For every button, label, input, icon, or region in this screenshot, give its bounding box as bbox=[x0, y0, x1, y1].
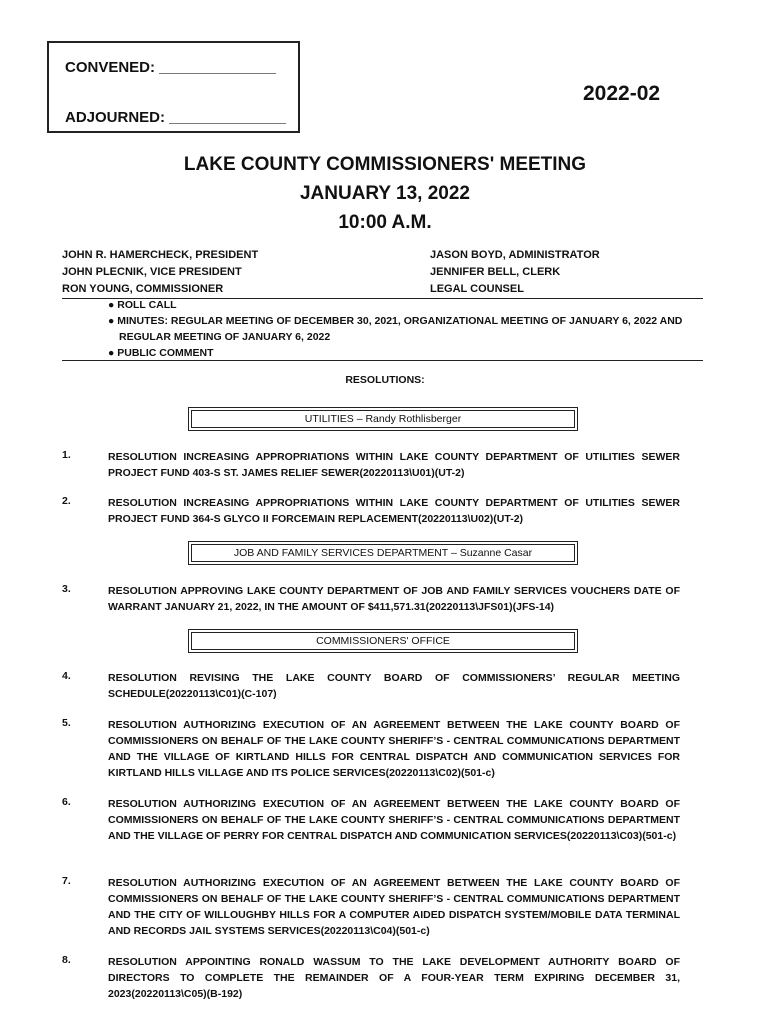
agenda-item: ● PUBLIC COMMENT bbox=[108, 347, 214, 359]
resolution-item bbox=[62, 670, 680, 702]
convened-field: CONVENED: ______________ bbox=[65, 59, 276, 76]
resolution-item bbox=[62, 796, 680, 844]
section-header-commissioners bbox=[188, 629, 578, 653]
agenda-list bbox=[108, 297, 703, 361]
document-number: 2022-02 bbox=[583, 82, 661, 105]
staff-clerk: JENNIFER BELL, CLERK bbox=[430, 266, 561, 278]
resolution-item bbox=[62, 449, 680, 481]
item-text: RESOLUTION AUTHORIZING EXECUTION OF AN AGREEMENT BETWEEN THE LAKE COUNTY BOARD OF COMMISSIONERS ON BEHALF OF THE LAKE COUNTY SHERIFF’S - CENTRAL COMMUNICATIONS DEPARTMENT AND THE VILLAGE OF KIRTLAND HILLS FOR CENTRAL DISPATCH AND COMMUNICATION SERVICES FOR KIRTLAND HILLS VILLAGE AND ITS POLICE SERVICES(20220113\C02)(501-c) bbox=[108, 719, 680, 779]
section-header-label: COMMISSIONERS' OFFICE bbox=[191, 632, 575, 650]
section-header-label: JOB AND FAMILY SERVICES DEPARTMENT – Suzanne Casar bbox=[191, 544, 575, 562]
staff-list bbox=[430, 247, 600, 298]
section-header-jfs bbox=[188, 541, 578, 565]
resolution-item bbox=[62, 495, 680, 527]
commissioners-list bbox=[62, 247, 258, 298]
adjourned-field: ADJOURNED: ______________ bbox=[65, 109, 286, 126]
meeting-title: LAKE COUNTY COMMISSIONERS' MEETING bbox=[183, 154, 587, 175]
resolution-item bbox=[62, 583, 680, 615]
agenda-item: ● ROLL CALL bbox=[108, 299, 177, 311]
item-text: RESOLUTION AUTHORIZING EXECUTION OF AN AGREEMENT BETWEEN THE LAKE COUNTY BOARD OF COMMISSIONERS ON BEHALF OF THE LAKE COUNTY SHERIFF’S - CENTRAL COMMUNICATIONS DEPARTMENT AND THE VILLAGE OF PERRY FOR CENTRAL DISPATCH AND COMMUNICATION SERVICES(20220113\C03)(501-c) bbox=[108, 798, 680, 842]
item-number: 6. bbox=[62, 796, 71, 808]
staff-administrator: JASON BOYD, ADMINISTRATOR bbox=[430, 249, 600, 261]
section-header-utilities bbox=[188, 407, 578, 431]
agenda-item: ● MINUTES: REGULAR MEETING OF DECEMBER 30, 2021, ORGANIZATIONAL MEETING OF JANUARY 6, 2022 AND REGULAR MEETING OF JANUARY 6, 2022 bbox=[108, 315, 683, 343]
item-text: RESOLUTION INCREASING APPROPRIATIONS WITHIN LAKE COUNTY DEPARTMENT OF UTILITIES SEWER PROJECT FUND 403-S ST. JAMES RELIEF SEWER(20220113\U01)(UT-2) bbox=[108, 451, 680, 479]
resolution-item bbox=[62, 954, 680, 1002]
item-text: RESOLUTION AUTHORIZING EXECUTION OF AN AGREEMENT BETWEEN THE LAKE COUNTY BOARD OF COMMISSIONERS ON BEHALF OF THE LAKE COUNTY SHERIFF’S - CENTRAL COMMUNICATIONS DEPARTMENT AND THE CITY OF WILLOUGHBY HILLS FOR A COMPUTER AIDED DISPATCH SYSTEM/MOBILE DATA TERMINAL AND RECORDS JAIL SYSTEMS SERVICES(20220113\C04)(501-c) bbox=[108, 877, 680, 937]
resolution-item bbox=[62, 717, 680, 781]
section-header-label: UTILITIES – Randy Rothlisberger bbox=[191, 410, 575, 428]
item-number: 5. bbox=[62, 717, 71, 729]
convened-adjourned-box bbox=[47, 41, 300, 133]
item-number: 4. bbox=[62, 670, 71, 682]
item-number: 8. bbox=[62, 954, 71, 966]
commissioner-vice-president: JOHN PLECNIK, VICE PRESIDENT bbox=[62, 266, 242, 278]
resolution-item bbox=[62, 875, 680, 939]
commissioner-president: JOHN R. HAMERCHECK, PRESIDENT bbox=[62, 249, 259, 261]
meeting-date: JANUARY 13, 2022 bbox=[299, 183, 471, 204]
item-text: RESOLUTION REVISING THE LAKE COUNTY BOARD OF COMMISSIONERS’ REGULAR MEETING SCHEDULE(20220113\C01)(C-107) bbox=[108, 672, 680, 700]
meeting-time: 10:00 A.M. bbox=[338, 212, 432, 233]
item-number: 1. bbox=[62, 449, 71, 461]
divider-bottom bbox=[62, 360, 703, 361]
resolutions-heading: RESOLUTIONS: bbox=[345, 374, 425, 386]
staff-legal-counsel: LEGAL COUNSEL bbox=[430, 283, 524, 295]
item-text: RESOLUTION APPROVING LAKE COUNTY DEPARTMENT OF JOB AND FAMILY SERVICES VOUCHERS DATE OF WARRANT JANUARY 21, 2022, IN THE AMOUNT OF $411,571.31(20220113\JFS01)(JFS-14) bbox=[108, 585, 680, 613]
item-number: 2. bbox=[62, 495, 71, 507]
commissioner-member: RON YOUNG, COMMISSIONER bbox=[62, 283, 224, 295]
item-text: RESOLUTION INCREASING APPROPRIATIONS WITHIN LAKE COUNTY DEPARTMENT OF UTILITIES SEWER PROJECT FUND 364-S GLYCO II FORCEMAIN REPLACEMENT(20220113\U02)(UT-2) bbox=[108, 497, 680, 525]
item-text: RESOLUTION APPOINTING RONALD WASSUM TO THE LAKE DEVELOPMENT AUTHORITY BOARD OF DIRECTORS TO COMPLETE THE REMAINDER OF A FOUR-YEAR TERM EXPIRING DECEMBER 31, 2023(20220113\C05)(B-192) bbox=[108, 956, 680, 1000]
item-number: 7. bbox=[62, 875, 71, 887]
item-number: 3. bbox=[62, 583, 71, 595]
